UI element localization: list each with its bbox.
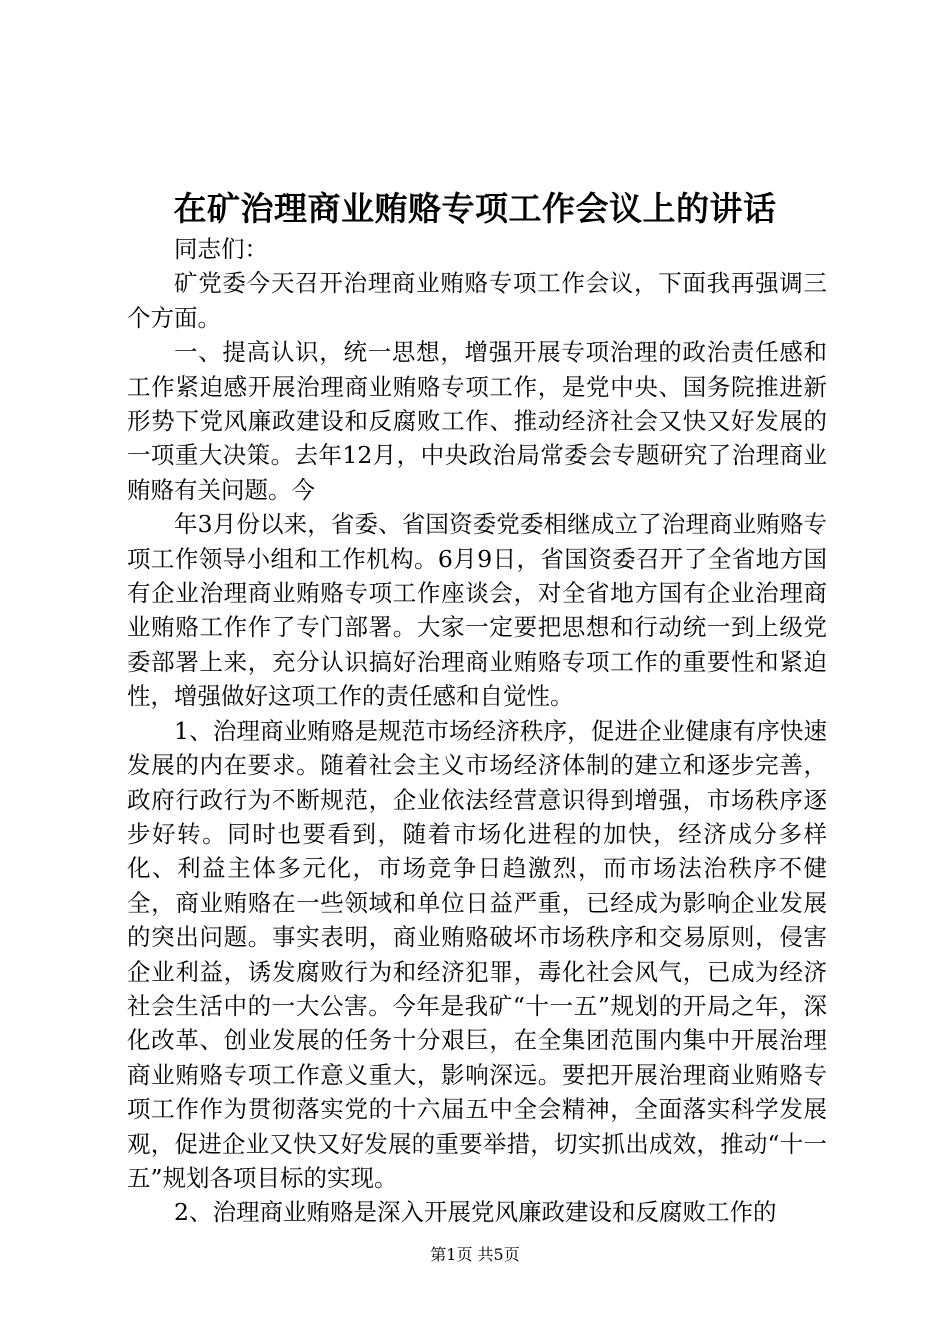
page-number-footer: 第1页 共5页 <box>430 1245 520 1264</box>
point-two-paragraph: 2、治理商业贿赂是深入开展党风廉政建设和反腐败工作的 <box>174 1198 777 1227</box>
section-one-paragraph: 一、提高认识，统一思想，增强开展专项治理的政治责任感和工作紧迫感开展治理商业贿赂专项工作，是党中央、国务院推进新形势下党风廉政建设和反腐败工作、推动经济社会又快又好发展的一项重大决策。去年12月，中央政治局常委会专题研究了治理商业贿赂有关问题。今 <box>127 338 827 504</box>
intro-paragraph: 矿党委今天召开治理商业贿赂专项工作会议，下面我再强调三个方面。 <box>127 269 827 332</box>
document-body <box>127 232 827 1230</box>
point-one-paragraph: 1、治理商业贿赂是规范市场经济秩序，促进企业健康有序快速发展的内在要求。随着社会主义市场经济体制的建立和逐步完善，政府行政行为不断规范，企业依法经营意识得到增强，市场秩序逐步好转。同时也要看到，随着市场化进程的加快，经济成分多样化、利益主体多元化，市场竞争日趋激烈，而市场法治秩序不健全，商业贿赂在一些领域和单位日益严重，已经成为影响企业发展的突出问题。事实表明，商业贿赂破坏市场秩序和交易原则，侵害企业利益，诱发腐败行为和经济犯罪，毒化社会风气，已成为经济社会生活中的一大公害。今年是我矿“十一五”规划的开局之年，深化改革、创业发展的任务十分艰巨，在全集团范围内集中开展治理商业贿赂专项工作意义重大，影响深远。要把开展治理商业贿赂专项工作作为贯彻落实党的十六届五中全会精神，全面落实科学发展观，促进企业又快又好发展的重要举措，切实抓出成效，推动“十一五”规划各项目标的实现。 <box>127 716 827 1192</box>
document-title: 在矿治理商业贿赂专项工作会议上的讲话 <box>173 189 777 228</box>
greeting-paragraph: 同志们： <box>174 235 268 263</box>
continuation-paragraph: 年3月份以来，省委、省国资委党委相继成立了治理商业贿赂专项工作领导小组和工作机构。6月9日，省国资委召开了全省地方国有企业治理商业贿赂专项工作座谈会，对全省地方国有企业治理商业贿赂工作作了专门部署。大家一定要把思想和行动统一到上级党委部署上来，充分认识搞好治理商业贿赂专项工作的重要性和紧迫性，增强做好这项工作的责任感和自觉性。 <box>127 510 827 711</box>
